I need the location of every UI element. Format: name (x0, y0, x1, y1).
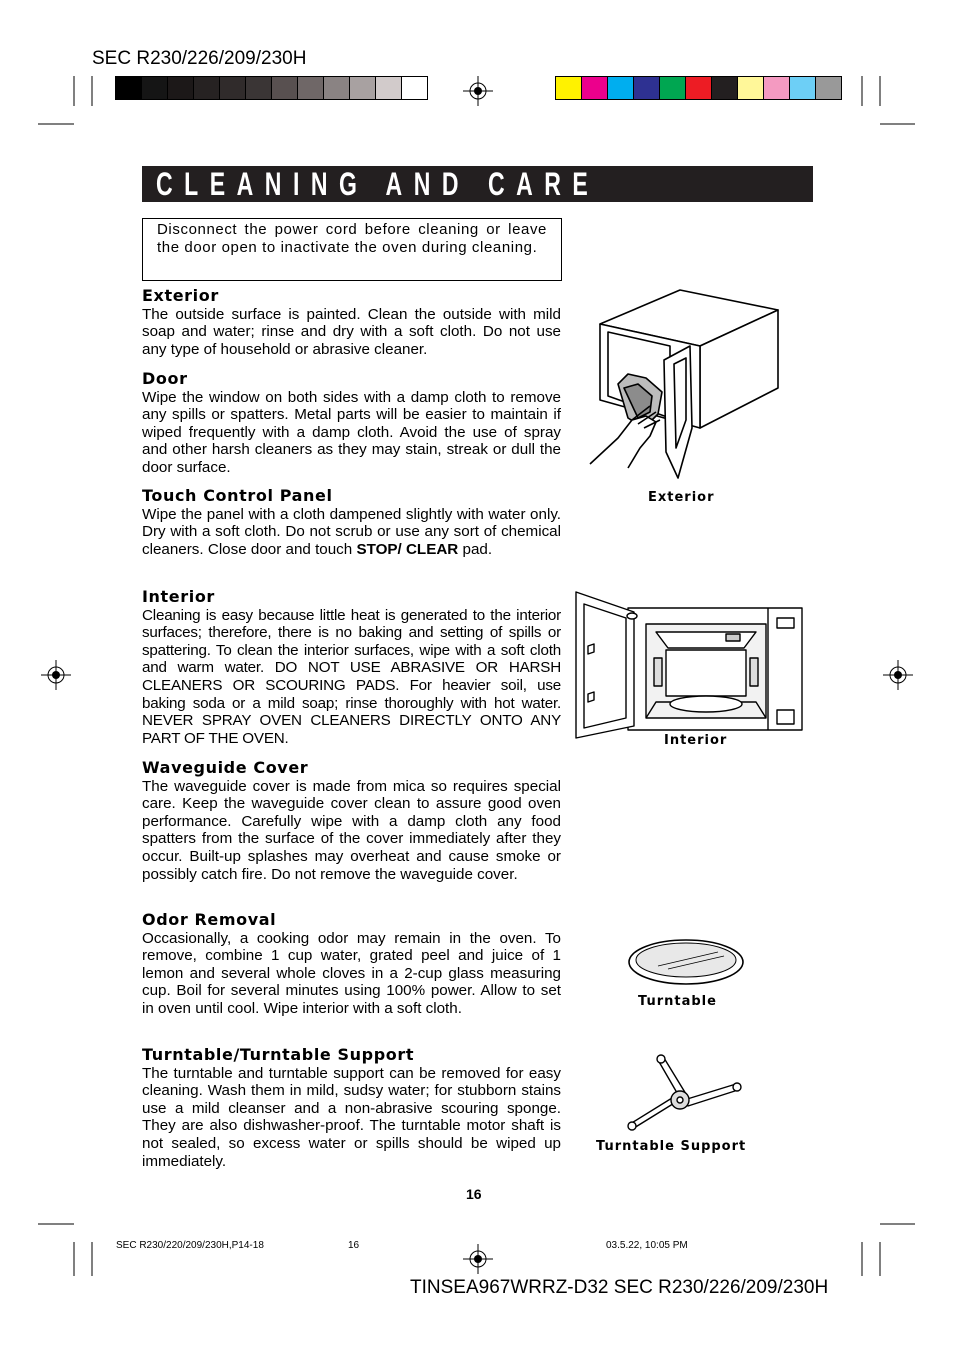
exterior-cleaning-illustration (588, 288, 788, 488)
odor-heading: Odor Removal (142, 910, 277, 929)
turntable-illustration (628, 938, 748, 990)
turntable-heading: Turntable/Turntable Support (142, 1045, 415, 1064)
section-title-bar (142, 166, 813, 202)
header-model-code: SEC R230/226/209/230H (92, 48, 307, 69)
interior-heading: Interior (142, 587, 215, 606)
waveguide-heading: Waveguide Cover (142, 758, 309, 777)
footer-file-name: SEC R230/220/209/230H,P14-18 (116, 1240, 264, 1251)
interior-section (142, 588, 561, 747)
odor-text: Occasionally, a cooking odor may remain in the oven. To remove, combine 1 cup water, grated peel and juice of 1 lemon and several whole cloves in a 2-cup glass measuring cup. Boil for several minutes using 100% power. Allow to set in oven until cool. Wipe interior with a soft cloth. (142, 929, 561, 1017)
turntable-text: The turntable and turntable support can be removed for easy cleaning. Wash them in mild, sudsy water; for stubborn stains use a mild cleanser and a non-abrasive scouring sponge. They are also dishwasher-proof. The turntable motor shaft is not sealed, so excess water or spills should be wiped up immediately. (142, 1064, 561, 1170)
exterior-heading: Exterior (142, 286, 219, 305)
turntable-caption: Turntable (638, 994, 717, 1009)
touch-panel-text: Wipe the panel with a cloth dampened slightly with water only. Dry with a soft cloth. Do not scrub or use any sort of chemical cleaners. Close door and touch STOP/ CLEAR pad. (142, 505, 561, 558)
bottom-document-code: TINSEA967WRRZ-D32 SEC R230/226/209/230H (410, 1277, 829, 1298)
waveguide-section (142, 759, 561, 883)
door-section (142, 370, 561, 477)
turntable-section (142, 1046, 561, 1170)
page-number: 16 (466, 1186, 482, 1202)
safety-notice: Disconnect the power cord before cleaning or leave the door open to inactivate the oven during cleaning. (142, 218, 562, 281)
touch-panel-heading: Touch Control Panel (142, 486, 333, 505)
interior-text: Cleaning is easy because little heat is generated to the interior surfaces; therefore, there is no baking and setting of spills or spattering. To clean the interior surfaces, wipe with a soft cloth and warm water. DO NOT USE ABRASIVE OR HARSH CLEANERS OR SCOURING PADS. For heavier soil, use baking soda or a mild soap; rinse thoroughly with hot water. NEVER SPRAY OVEN CLEANERS DIRECTLY ONTO ANY PART OF THE OVEN. (142, 606, 561, 747)
interior-caption: Interior (664, 733, 728, 748)
waveguide-text: The waveguide cover is made from mica so requires special care. Keep the waveguide cover clean to assure good oven performance. Carefully wipe with a damp cloth any food spatters from the surface of the cover immediately after they occur. Built-up splashes may overheat and cause smoke or possibly catch fire. Do not remove the waveguide cover. (142, 777, 561, 883)
turntable-support-caption: Turntable Support (596, 1139, 747, 1154)
door-heading: Door (142, 369, 188, 388)
odor-section (142, 911, 561, 1018)
interior-cleaning-illustration (574, 590, 804, 740)
door-text: Wipe the window on both sides with a damp cloth to remove any spills or spatters. Metal parts will be easier to maintain if wiped frequently with a damp cloth. Avoid the use of spray and other harsh cleaners as they may stain, streak or dull the door surface. (142, 388, 561, 476)
turntable-support-illustration (624, 1054, 744, 1134)
registration-mark-icon (41, 660, 71, 690)
touch-panel-section (142, 487, 561, 558)
stop-clear-pad-label: STOP/ CLEAR (356, 540, 459, 558)
registration-mark-icon (883, 660, 913, 690)
footer-datetime: 03.5.22, 10:05 PM (606, 1240, 688, 1251)
registration-mark-icon (463, 76, 493, 106)
exterior-section (142, 287, 561, 358)
exterior-text: The outside surface is painted. Clean the outside with mild soap and water; rinse and dry with a soft cloth. Do not use any type of household or abrasive cleaner. (142, 305, 561, 358)
exterior-caption: Exterior (648, 490, 715, 505)
page-title: CLEANING AND CARE (156, 166, 600, 202)
registration-mark-icon (463, 1244, 493, 1274)
footer-page: 16 (348, 1240, 360, 1251)
